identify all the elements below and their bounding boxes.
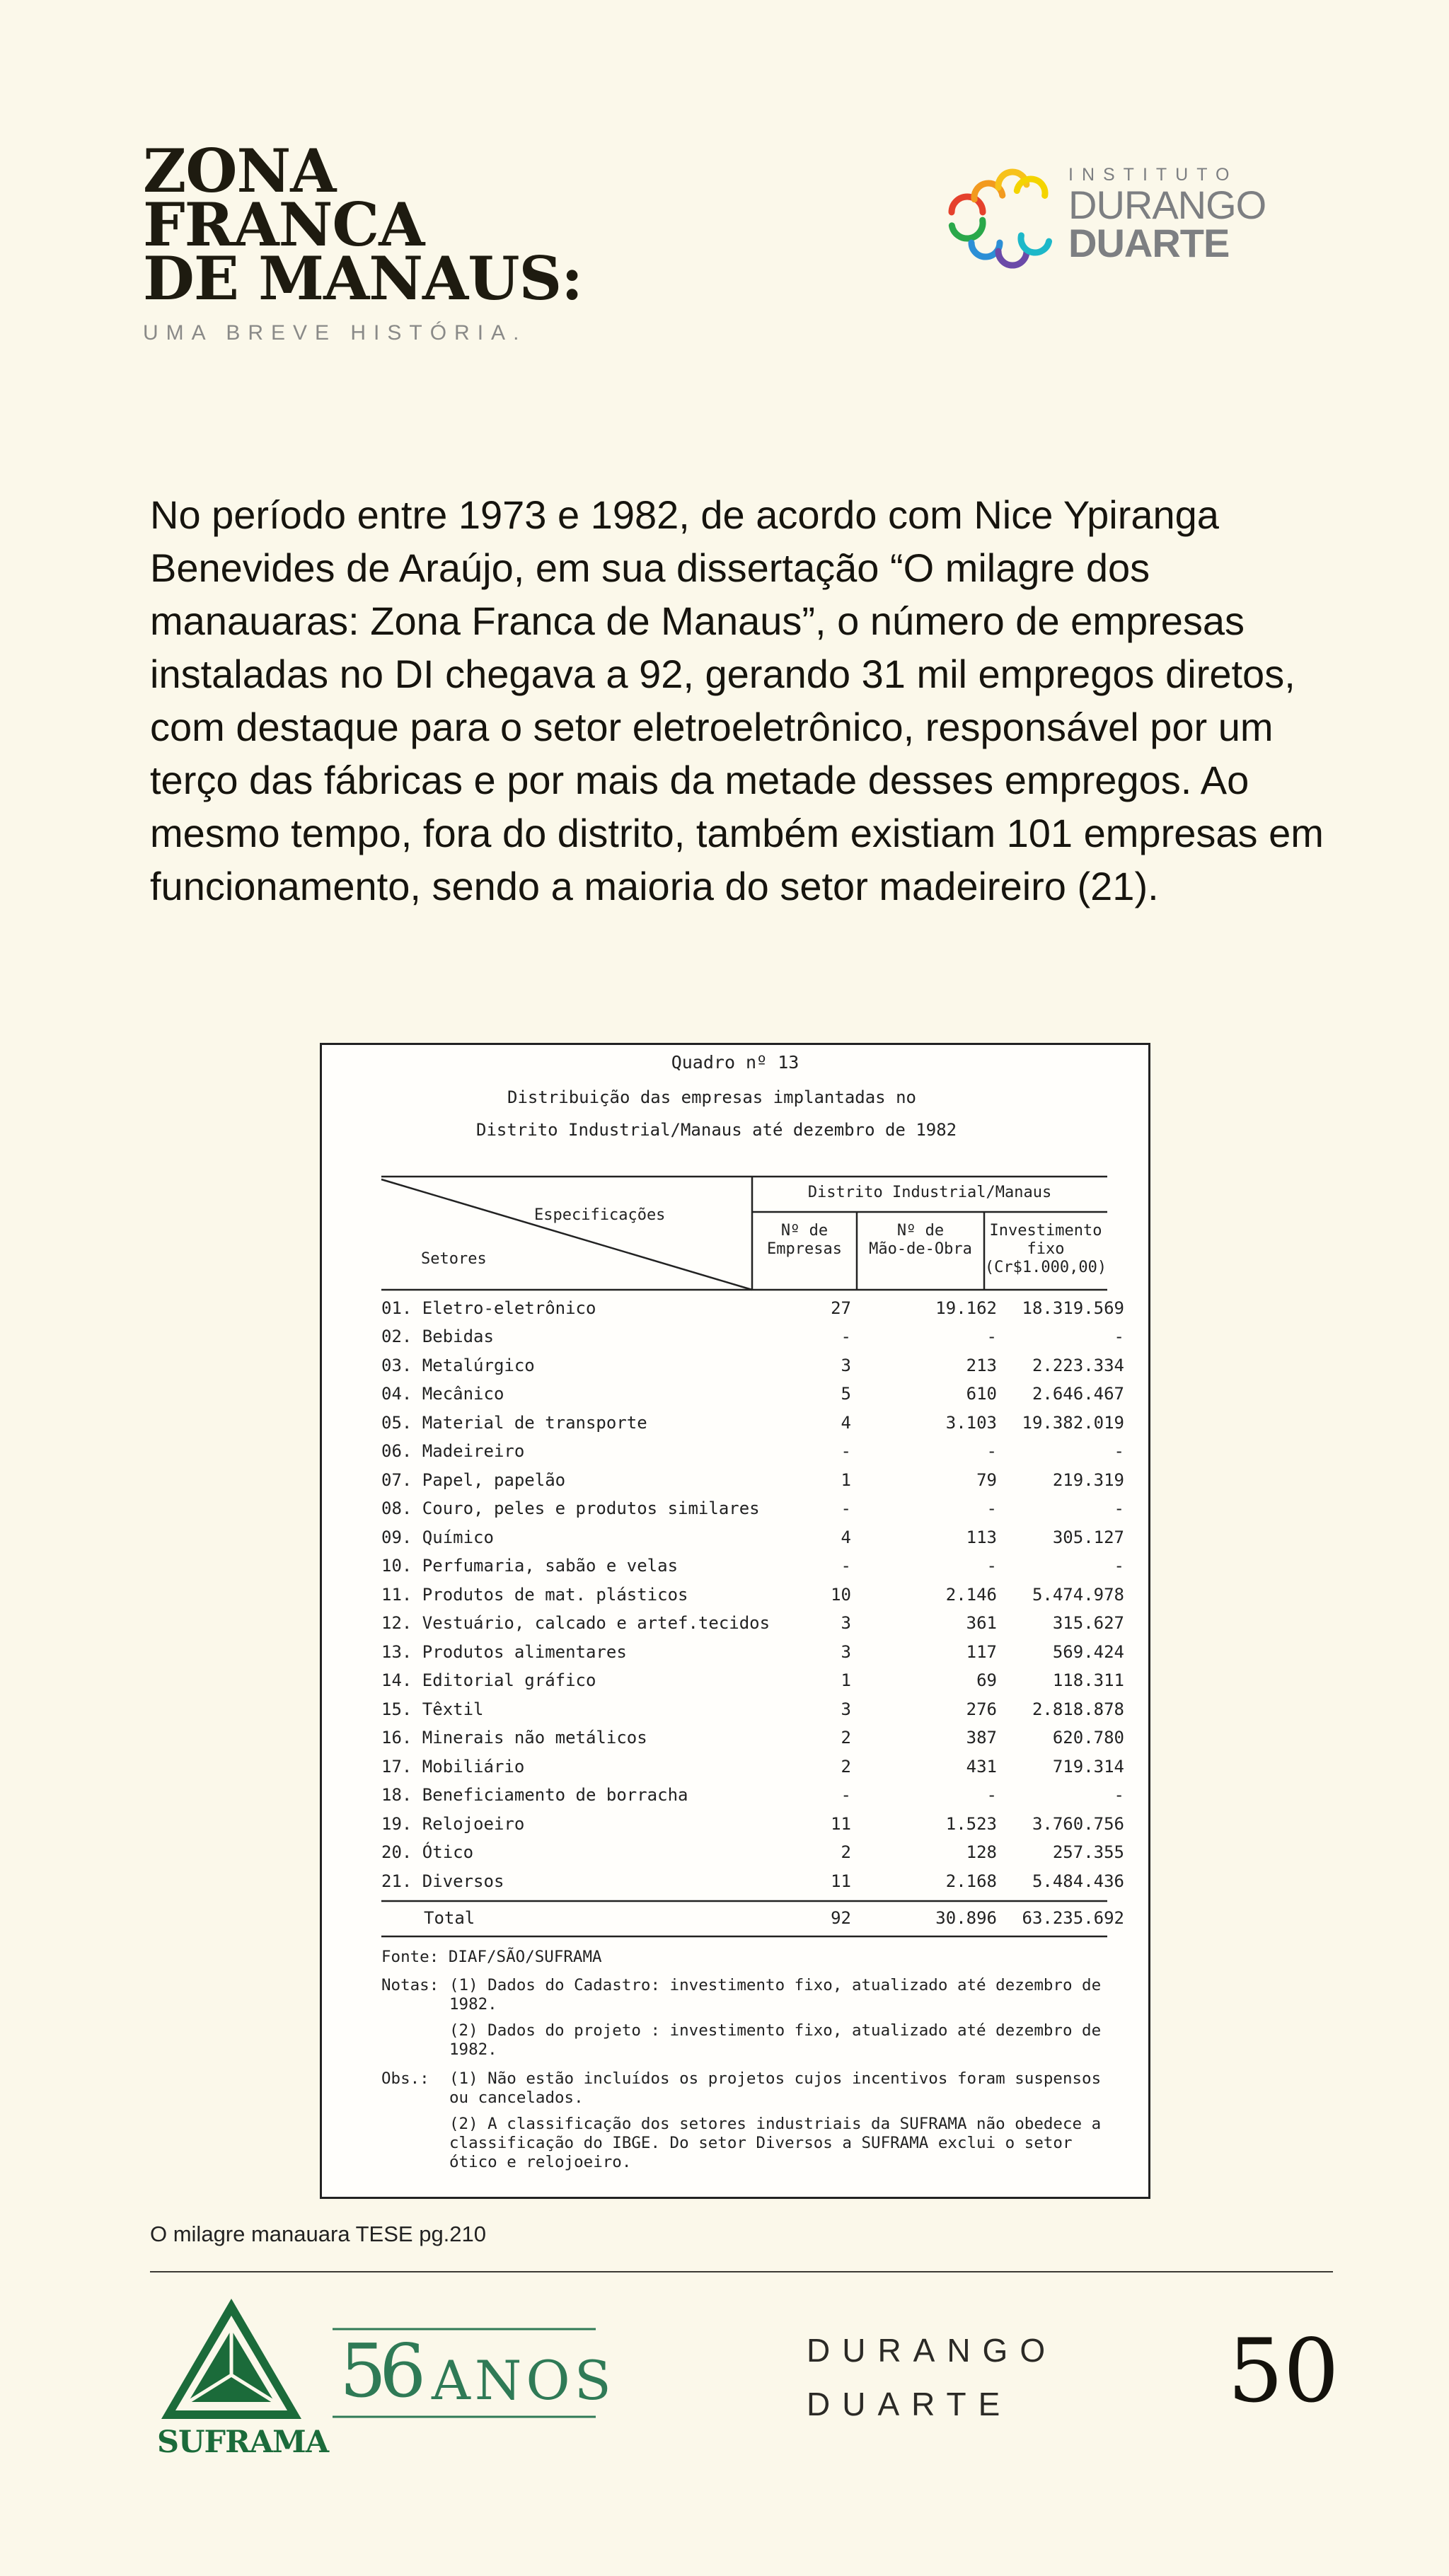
table-row (381, 1556, 1124, 1584)
table-row (381, 1384, 1124, 1412)
row-empresas: 3 (841, 1613, 851, 1633)
row-sector: 03. Metalúrgico (381, 1356, 535, 1375)
row-sector: 13. Produtos alimentares (381, 1642, 627, 1662)
row-empresas: - (841, 1441, 851, 1461)
table-row (381, 1814, 1124, 1842)
row-empresas: 3 (841, 1699, 851, 1719)
row-mao: - (986, 1556, 997, 1576)
total-invest: 63.235.692 (1022, 1908, 1124, 1928)
table-subtitle-1: Distribuição das empresas implantadas no (507, 1087, 916, 1107)
obs-label: Obs.: (381, 2069, 429, 2088)
nota-1: (1) Dados do Cadastro: investimento fixo, atualizado até dezembro de 1982. (449, 1976, 1102, 2014)
table-row (381, 1871, 1124, 1900)
row-sector: 11. Produtos de mat. plásticos (381, 1585, 688, 1605)
author-line-2: DUARTE (807, 2386, 1012, 2422)
table-row (381, 1670, 1124, 1699)
header-empresas-2: Empresas (767, 1240, 842, 1258)
table-row (381, 1699, 1124, 1728)
title-line-2: FRANCA (143, 190, 425, 260)
obs-1: (1) Não estão incluídos os projetos cujos incentivos foram suspensos ou cancelados. (449, 2069, 1102, 2107)
row-invest: - (1114, 1785, 1124, 1805)
row-sector: 02. Bebidas (381, 1327, 494, 1346)
row-empresas: 2 (841, 1842, 851, 1862)
book-subtitle: UMA BREVE HISTÓRIA. (143, 321, 527, 345)
anos-word: ANOS (432, 2349, 616, 2412)
logo-duarte: DUARTE (1068, 221, 1230, 265)
row-empresas: 4 (841, 1413, 851, 1433)
row-mao: 361 (966, 1613, 997, 1633)
row-invest: 5.474.978 (1032, 1585, 1124, 1605)
row-mao: - (986, 1327, 997, 1346)
header-spec: Especificações (534, 1206, 666, 1224)
row-invest: 305.127 (1052, 1527, 1124, 1547)
row-sector: 19. Relojoeiro (381, 1814, 525, 1834)
header-mao-2: Mão-de-Obra (869, 1240, 972, 1258)
row-invest: 219.319 (1052, 1470, 1124, 1490)
title-line-1: ZONA (143, 136, 336, 206)
row-sector: 10. Perfumaria, sabão e velas (381, 1556, 679, 1576)
row-invest: - (1114, 1556, 1124, 1576)
row-mao: 431 (966, 1757, 997, 1777)
nota-2: (2) Dados do projeto : investimento fixo, atualizado até dezembro de 1982. (449, 2021, 1102, 2059)
title-line-3: DE MANAUS: (143, 243, 583, 313)
table-row (381, 1498, 1124, 1527)
row-invest: 2.223.334 (1032, 1356, 1124, 1375)
header-empresas (752, 1222, 857, 1259)
fonte: Fonte: DIAF/SÃO/SUFRAMA (381, 1948, 602, 1966)
row-mao: 276 (966, 1699, 997, 1719)
row-sector: 18. Beneficiamento de borracha (381, 1785, 688, 1805)
instituto-logo (937, 145, 1291, 287)
row-invest: - (1114, 1441, 1124, 1461)
row-empresas: 3 (841, 1356, 851, 1375)
table-row (381, 1757, 1124, 1785)
row-invest: 315.627 (1052, 1613, 1124, 1633)
row-mao: - (986, 1441, 997, 1461)
table-row (381, 1785, 1124, 1813)
row-empresas: 11 (831, 1814, 851, 1834)
row-invest: 3.760.756 (1032, 1814, 1124, 1834)
suframa-name: SUFRAMA (157, 2425, 329, 2460)
footer-author (807, 2323, 1057, 2431)
row-sector: 01. Eletro-eletrônico (381, 1298, 596, 1318)
row-invest: 118.311 (1052, 1670, 1124, 1690)
table-subtitle-2: Distrito Industrial/Manaus até dezembro de 1982 (476, 1120, 957, 1140)
row-empresas: 27 (831, 1298, 851, 1318)
row-empresas: 1 (841, 1670, 851, 1690)
row-empresas: 3 (841, 1642, 851, 1662)
row-sector: 06. Madeireiro (381, 1441, 525, 1461)
table-row (381, 1585, 1124, 1613)
table-row (381, 1842, 1124, 1871)
table-row (381, 1642, 1124, 1670)
row-empresas: - (841, 1327, 851, 1346)
row-sector: 21. Diversos (381, 1871, 504, 1891)
header-group: Distrito Industrial/Manaus (807, 1184, 1052, 1201)
row-invest: 569.424 (1052, 1642, 1124, 1662)
table-row (381, 1470, 1124, 1498)
header-setores: Setores (421, 1250, 487, 1268)
table-caption: O milagre manauara TESE pg.210 (150, 2222, 487, 2246)
row-mao: 3.103 (945, 1413, 997, 1433)
rainbow-arcs-icon (937, 145, 1065, 287)
header-invest (984, 1222, 1107, 1277)
row-empresas: 11 (831, 1871, 851, 1891)
table-title: Quadro nº 13 (671, 1052, 799, 1073)
row-invest: 2.818.878 (1032, 1699, 1124, 1719)
row-mao: 117 (966, 1642, 997, 1662)
row-sector: 09. Químico (381, 1527, 494, 1547)
row-mao: 2.146 (945, 1585, 997, 1605)
header-invest-1: Investimento (989, 1222, 1102, 1240)
footer-divider (150, 2271, 1333, 2272)
row-mao: 19.162 (935, 1298, 997, 1318)
row-empresas: - (841, 1785, 851, 1805)
scanned-table (320, 1043, 1150, 2199)
row-mao: 387 (966, 1728, 997, 1748)
anos-number: 56 (340, 2328, 420, 2414)
notas-label: Notas: (381, 1976, 439, 1994)
row-invest: 620.780 (1052, 1728, 1124, 1748)
row-sector: 17. Mobiliário (381, 1757, 525, 1777)
row-empresas: 10 (831, 1585, 851, 1605)
table-total-row (381, 1908, 1124, 1936)
logo-instituto: INSTITUTO (1068, 165, 1238, 185)
row-mao: 128 (966, 1842, 997, 1862)
header-mao-1: Nº de (896, 1222, 945, 1240)
row-invest: - (1114, 1327, 1124, 1346)
table-row (381, 1441, 1124, 1469)
table-row (381, 1298, 1124, 1327)
row-invest: 18.319.569 (1022, 1298, 1124, 1318)
table-row (381, 1728, 1124, 1756)
row-sector: 20. Ótico (381, 1842, 474, 1862)
table-row (381, 1327, 1124, 1355)
row-empresas: - (841, 1498, 851, 1518)
row-mao: 213 (966, 1356, 997, 1375)
header-invest-2: fixo (1027, 1240, 1065, 1258)
total-mao: 30.896 (935, 1908, 997, 1928)
table-row (381, 1356, 1124, 1384)
table-row (381, 1527, 1124, 1556)
row-empresas: 4 (841, 1527, 851, 1547)
obs-2: (2) A classificação dos setores industriais da SUFRAMA não obedece a classificação do IBGE. Do setor Diversos a SUFRAMA exclui o setor ótico e relojoeiro. (449, 2115, 1102, 2171)
row-mao: - (986, 1498, 997, 1518)
row-sector: 12. Vestuário, calcado e artef.tecidos (381, 1613, 770, 1633)
table-row (381, 1413, 1124, 1441)
row-empresas: 2 (841, 1757, 851, 1777)
anos-seal (333, 2328, 616, 2420)
row-invest: 19.382.019 (1022, 1413, 1124, 1433)
table-row (381, 1613, 1124, 1641)
row-sector: 05. Material de transporte (381, 1413, 647, 1433)
total-empresas: 92 (831, 1908, 851, 1928)
row-mao: 610 (966, 1384, 997, 1404)
row-sector: 04. Mecânico (381, 1384, 504, 1404)
author-line-1: DURANGO (807, 2332, 1058, 2369)
header-empresas-1: Nº de (780, 1222, 829, 1240)
row-invest: 5.484.436 (1032, 1871, 1124, 1891)
row-invest: 719.314 (1052, 1757, 1124, 1777)
suframa-triangle-icon (157, 2296, 306, 2423)
row-mao: 1.523 (945, 1814, 997, 1834)
row-mao: - (986, 1785, 997, 1805)
suframa-logo (157, 2296, 329, 2460)
row-invest: - (1114, 1498, 1124, 1518)
book-title (143, 136, 638, 345)
row-invest: 257.355 (1052, 1842, 1124, 1862)
row-sector: 16. Minerais não metálicos (381, 1728, 647, 1748)
row-empresas: - (841, 1556, 851, 1576)
row-sector: 14. Editorial gráfico (381, 1670, 596, 1690)
row-sector: 08. Couro, peles e produtos similares (381, 1498, 760, 1518)
body-paragraph: No período entre 1973 e 1982, de acordo com Nice Ypiranga Benevides de Araújo, em sua dissertação “O milagre dos manauaras: Zona Franca de Manaus”, o número de empresas instaladas no DI chegava a 92, gerando 31 mil empregos diretos, com destaque para o setor eletroeletrônico, responsável por um terço das fábricas e por mais da metade desses empregos. Ao mesmo tempo, fora do distrito, também existiam 101 empresas em funcionamento, sendo a maioria do setor madeireiro (21). (150, 492, 1324, 908)
row-mao: 79 (976, 1470, 997, 1490)
row-invest: 2.646.467 (1032, 1384, 1124, 1404)
row-empresas: 1 (841, 1470, 851, 1490)
total-label: Total (424, 1908, 475, 1928)
row-empresas: 5 (841, 1384, 851, 1404)
row-mao: 2.168 (945, 1871, 997, 1891)
row-mao: 113 (966, 1527, 997, 1547)
header-invest-3: (Cr$1.000,00) (984, 1259, 1107, 1276)
row-mao: 69 (976, 1670, 997, 1690)
row-sector: 07. Papel, papelão (381, 1470, 566, 1490)
row-empresas: 2 (841, 1728, 851, 1748)
header-mao (857, 1222, 984, 1259)
row-sector: 15. Têxtil (381, 1699, 484, 1719)
logo-durango: DURANGO (1068, 183, 1266, 227)
page-number: 50 (1228, 2321, 1339, 2422)
